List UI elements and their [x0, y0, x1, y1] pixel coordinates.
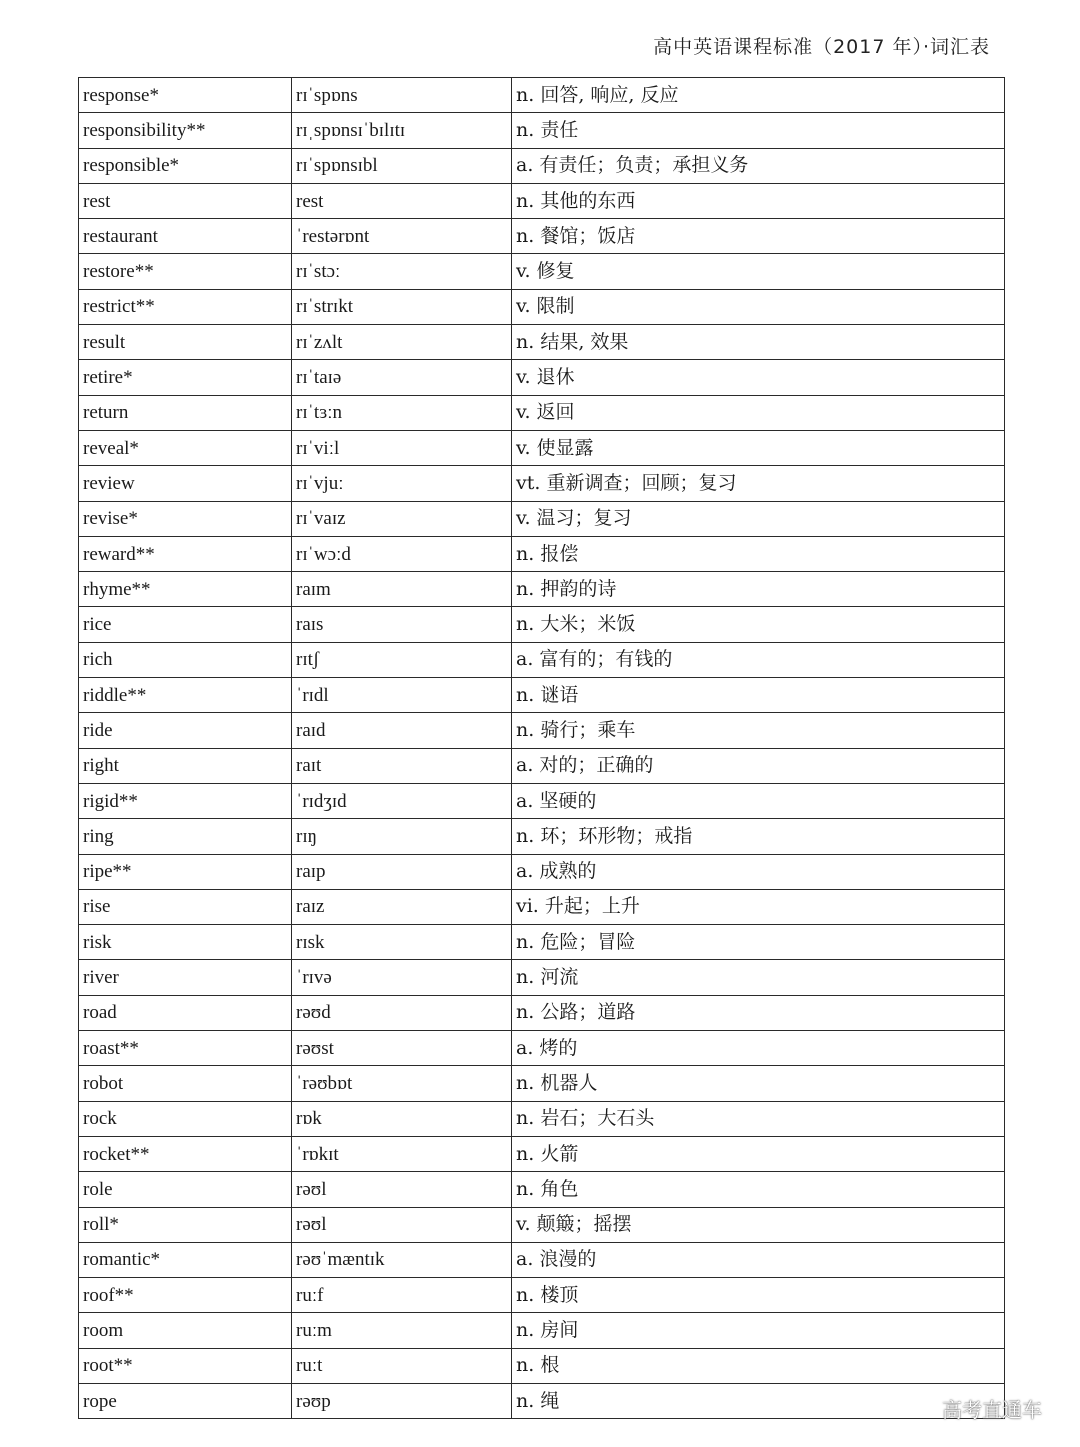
- vocab-word: responsible*: [79, 148, 292, 183]
- vocab-word: result: [79, 325, 292, 360]
- vocab-word: rice: [79, 607, 292, 642]
- vocab-phonetic: rɪˈvjuː: [292, 466, 512, 501]
- vocabulary-table-body: [79, 78, 1005, 1419]
- vocab-phonetic: rəʊˈmæntɪk: [292, 1242, 512, 1277]
- vocab-phonetic: ˈrəʊbɒt: [292, 1066, 512, 1101]
- table-row: [79, 78, 1005, 113]
- vocab-phonetic: rɪˈvaɪz: [292, 501, 512, 536]
- vocab-meaning: n. 报偿: [512, 536, 1005, 571]
- vocab-word: reveal*: [79, 430, 292, 465]
- vocab-phonetic: rɪˈzʌlt: [292, 325, 512, 360]
- vocab-phonetic: rɪˈtaɪə: [292, 360, 512, 395]
- vocab-word: review: [79, 466, 292, 501]
- vocab-phonetic: ruːt: [292, 1348, 512, 1383]
- vocab-word: role: [79, 1172, 292, 1207]
- watermark-text: 高考直通车: [942, 1398, 1042, 1422]
- vocab-meaning: n. 公路；道路: [512, 995, 1005, 1030]
- table-row: [79, 783, 1005, 818]
- vocab-phonetic: ˈrɪdʒɪd: [292, 783, 512, 818]
- table-row: [79, 889, 1005, 924]
- vocab-word: restaurant: [79, 219, 292, 254]
- vocab-word: return: [79, 395, 292, 430]
- vocab-meaning: n. 餐馆；饭店: [512, 219, 1005, 254]
- vocab-phonetic: rɪˈstɔː: [292, 254, 512, 289]
- table-row: [79, 395, 1005, 430]
- vocab-phonetic: rɪtʃ: [292, 642, 512, 677]
- vocab-phonetic: rɪˌspɒnsɪˈbɪlɪtɪ: [292, 113, 512, 148]
- vocab-phonetic: ˈrɪvə: [292, 960, 512, 995]
- vocab-meaning: a. 成熟的: [512, 854, 1005, 889]
- vocab-word: ring: [79, 819, 292, 854]
- vocab-phonetic: rɪˈtɜːn: [292, 395, 512, 430]
- vocab-meaning: a. 烤的: [512, 1031, 1005, 1066]
- table-row: [79, 1278, 1005, 1313]
- vocabulary-table: [78, 77, 1005, 1419]
- table-row: [79, 854, 1005, 889]
- table-row: [79, 289, 1005, 324]
- vocab-phonetic: rɪŋ: [292, 819, 512, 854]
- vocab-phonetic: rəʊst: [292, 1031, 512, 1066]
- vocab-word: ride: [79, 713, 292, 748]
- vocab-meaning: v. 返回: [512, 395, 1005, 430]
- vocab-phonetic: rɒk: [292, 1101, 512, 1136]
- table-row: [79, 713, 1005, 748]
- vocab-meaning: n. 谜语: [512, 678, 1005, 713]
- vocab-word: restrict**: [79, 289, 292, 324]
- vocab-meaning: n. 骑行；乘车: [512, 713, 1005, 748]
- table-row: [79, 1383, 1005, 1418]
- vocab-word: roast**: [79, 1031, 292, 1066]
- vocab-word: roll*: [79, 1207, 292, 1242]
- table-row: [79, 1348, 1005, 1383]
- table-row: [79, 819, 1005, 854]
- table-row: [79, 642, 1005, 677]
- vocab-word: revise*: [79, 501, 292, 536]
- vocab-word: restore**: [79, 254, 292, 289]
- vocab-phonetic: rɪˈspɒnsɪbl: [292, 148, 512, 183]
- vocab-phonetic: rɪsk: [292, 925, 512, 960]
- vocab-phonetic: raɪt: [292, 748, 512, 783]
- vocab-word: riddle**: [79, 678, 292, 713]
- vocab-word: rope: [79, 1383, 292, 1418]
- table-row: [79, 1207, 1005, 1242]
- vocab-meaning: n. 房间: [512, 1313, 1005, 1348]
- vocab-word: rhyme**: [79, 572, 292, 607]
- vocab-meaning: a. 坚硬的: [512, 783, 1005, 818]
- table-row: [79, 113, 1005, 148]
- vocab-meaning: v. 修复: [512, 254, 1005, 289]
- vocab-word: rise: [79, 889, 292, 924]
- vocab-phonetic: raɪm: [292, 572, 512, 607]
- vocab-phonetic: rest: [292, 183, 512, 218]
- vocab-meaning: a. 浪漫的: [512, 1242, 1005, 1277]
- vocab-word: rich: [79, 642, 292, 677]
- vocab-meaning: vi. 升起；上升: [512, 889, 1005, 924]
- vocab-phonetic: ˈrestərɒnt: [292, 219, 512, 254]
- vocab-phonetic: rəʊd: [292, 995, 512, 1030]
- vocab-phonetic: rɪˈwɔːd: [292, 536, 512, 571]
- table-row: [79, 748, 1005, 783]
- table-row: [79, 148, 1005, 183]
- table-row: [79, 466, 1005, 501]
- vocab-phonetic: raɪs: [292, 607, 512, 642]
- vocab-phonetic: rɪˈstrɪkt: [292, 289, 512, 324]
- vocab-phonetic: ˈrɪdl: [292, 678, 512, 713]
- vocab-word: road: [79, 995, 292, 1030]
- vocab-word: rigid**: [79, 783, 292, 818]
- table-row: [79, 995, 1005, 1030]
- vocab-word: room: [79, 1313, 292, 1348]
- table-row: [79, 925, 1005, 960]
- vocab-meaning: vt. 重新调查；回顾；复习: [512, 466, 1005, 501]
- vocab-meaning: n. 岩石；大石头: [512, 1101, 1005, 1136]
- vocab-meaning: n. 危险；冒险: [512, 925, 1005, 960]
- vocab-word: ripe**: [79, 854, 292, 889]
- table-row: [79, 572, 1005, 607]
- vocab-word: roof**: [79, 1278, 292, 1313]
- vocab-meaning: n. 火箭: [512, 1136, 1005, 1171]
- vocab-meaning: n. 其他的东西: [512, 183, 1005, 218]
- vocab-meaning: n. 环；环形物；戒指: [512, 819, 1005, 854]
- vocab-meaning: v. 退休: [512, 360, 1005, 395]
- vocab-meaning: a. 对的；正确的: [512, 748, 1005, 783]
- vocab-word: river: [79, 960, 292, 995]
- vocab-phonetic: rɪˈviːl: [292, 430, 512, 465]
- vocab-word: retire*: [79, 360, 292, 395]
- table-row: [79, 1172, 1005, 1207]
- vocab-phonetic: rəʊp: [292, 1383, 512, 1418]
- vocab-phonetic: ˈrɒkɪt: [292, 1136, 512, 1171]
- vocab-meaning: n. 结果, 效果: [512, 325, 1005, 360]
- table-row: [79, 430, 1005, 465]
- vocab-meaning: n. 大米；米饭: [512, 607, 1005, 642]
- vocab-word: reward**: [79, 536, 292, 571]
- vocab-phonetic: ruːm: [292, 1313, 512, 1348]
- vocab-meaning: n. 押韵的诗: [512, 572, 1005, 607]
- table-row: [79, 678, 1005, 713]
- vocab-meaning: n. 回答, 响应, 反应: [512, 78, 1005, 113]
- vocab-word: right: [79, 748, 292, 783]
- vocab-meaning: n. 根: [512, 1348, 1005, 1383]
- table-row: [79, 219, 1005, 254]
- table-row: [79, 1101, 1005, 1136]
- vocab-meaning: v. 限制: [512, 289, 1005, 324]
- table-row: [79, 1242, 1005, 1277]
- vocab-phonetic: raɪz: [292, 889, 512, 924]
- vocab-word: response*: [79, 78, 292, 113]
- vocab-meaning: v. 颠簸；摇摆: [512, 1207, 1005, 1242]
- vocab-word: rock: [79, 1101, 292, 1136]
- table-row: [79, 325, 1005, 360]
- vocab-meaning: a. 富有的；有钱的: [512, 642, 1005, 677]
- vocab-phonetic: ruːf: [292, 1278, 512, 1313]
- vocab-meaning: n. 机器人: [512, 1066, 1005, 1101]
- table-row: [79, 607, 1005, 642]
- vocab-meaning: n. 绳: [512, 1383, 1005, 1418]
- vocab-phonetic: rəʊl: [292, 1207, 512, 1242]
- table-row: [79, 360, 1005, 395]
- vocab-meaning: n. 河流: [512, 960, 1005, 995]
- vocab-meaning: n. 角色: [512, 1172, 1005, 1207]
- vocab-phonetic: raɪd: [292, 713, 512, 748]
- vocab-word: responsibility**: [79, 113, 292, 148]
- vocab-meaning: n. 楼顶: [512, 1278, 1005, 1313]
- table-row: [79, 960, 1005, 995]
- vocab-meaning: a. 有责任；负责；承担义务: [512, 148, 1005, 183]
- table-row: [79, 1313, 1005, 1348]
- vocab-word: robot: [79, 1066, 292, 1101]
- vocab-word: risk: [79, 925, 292, 960]
- table-row: [79, 1136, 1005, 1171]
- table-row: [79, 183, 1005, 218]
- vocab-word: rest: [79, 183, 292, 218]
- vocab-meaning: n. 责任: [512, 113, 1005, 148]
- vocab-phonetic: raɪp: [292, 854, 512, 889]
- vocab-word: rocket**: [79, 1136, 292, 1171]
- table-row: [79, 1066, 1005, 1101]
- page-header-title: 高中英语课程标准（2017 年）·词汇表: [653, 36, 990, 58]
- table-row: [79, 1031, 1005, 1066]
- vocab-word: romantic*: [79, 1242, 292, 1277]
- table-row: [79, 501, 1005, 536]
- vocab-meaning: v. 使显露: [512, 430, 1005, 465]
- vocab-phonetic: rɪˈspɒns: [292, 78, 512, 113]
- vocab-word: root**: [79, 1348, 292, 1383]
- table-row: [79, 536, 1005, 571]
- vocab-meaning: v. 温习；复习: [512, 501, 1005, 536]
- table-row: [79, 254, 1005, 289]
- vocab-phonetic: rəʊl: [292, 1172, 512, 1207]
